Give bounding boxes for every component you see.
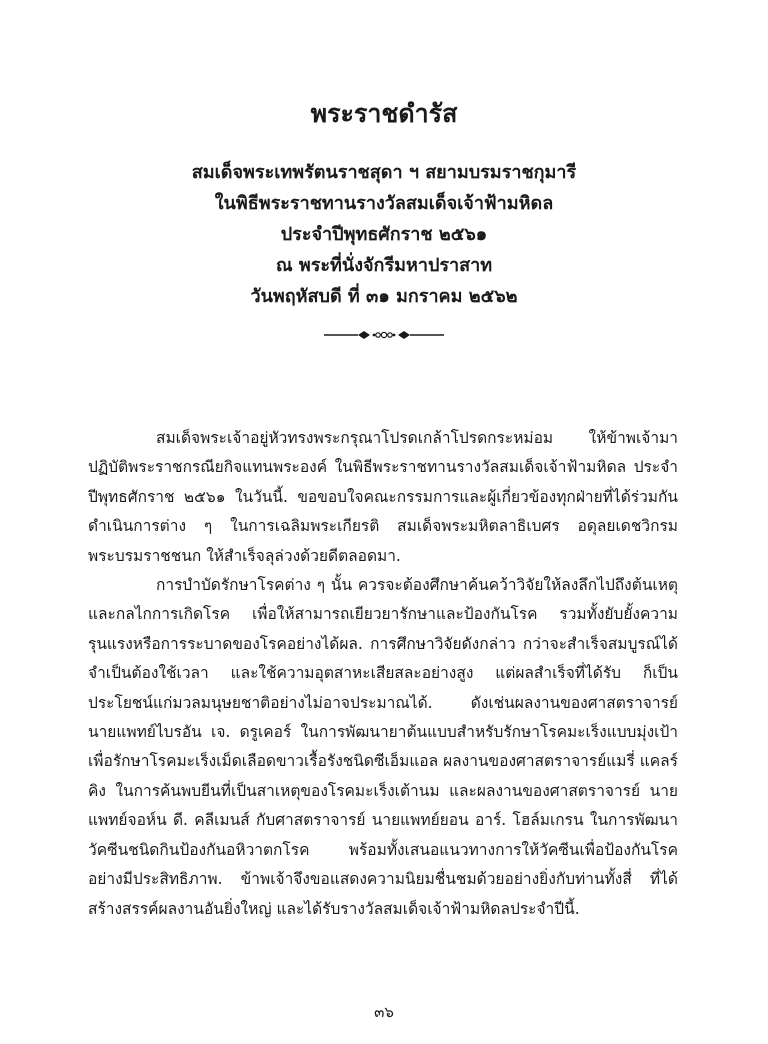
- page-title: พระราชดำรัส: [310, 99, 458, 128]
- paragraph-research: การบำบัดรักษาโรคต่าง ๆ นั้น ควรจะต้องศึกษาค้นคว้าวิจัยให้ลงลึกไปถึงต้นเหตุและกลไกการเกิดโรค เพื่อให้สามารถเยียวยารักษาและป้องกันโรค รวมทั้งยับยั้งความรุนแรงหรือการระบาดของโรคอย่างได้ผล. การศึกษาวิจัยดังกล่าว กว่าจะสำเร็จสมบูรณ์ได้ จำเป็นต้องใช้เวลา และใช้ความอุตสาหะเสียสละอย่างสูง แต่ผลสำเร็จที่ได้รับ ก็เป็นประโยชน์แก่มวลมนุษยชาติอย่างไม่อาจประมาณได้. ดังเช่นผลงานของศาสตราจารย์ นายแพทย์ไบรอัน เจ. ดรูเคอร์ ในการพัฒนายาต้นแบบสำหรับรักษาโรคมะเร็งแบบมุ่งเป้า เพื่อรักษาโรคมะเร็งเม็ดเลือดขาวเรื้อรังชนิดซีเอ็มแอล ผลงานของศาสตราจารย์แมรี่ แคลร์ คิง ในการค้นพบยีนที่เป็นสาเหตุของโรคมะเร็งเต้านม และผลงานของศาสตราจารย์ นายแพทย์จอห์น ดี. คลีเมนส์ กับศาสตราจารย์ นายแพทย์ยอน อาร์. โฮล์มเกรน ในการพัฒนาวัคซีนชนิดกินป้องกันอหิวาตกโรค พร้อมทั้งเสนอแนวทางการให้วัคซีนเพื่อป้องกันโรคอย่างมีประสิทธิภาพ. ข้าพเจ้าจึงขอแสดงความนิยมชื่นชมด้วยอย่างยิ่งกับท่านทั้งสี่ ที่ได้สร้างสรรค์ผลงานอันยิ่งใหญ่ และได้รับรางวัลสมเด็จเจ้าฟ้ามหิดลประจำปีนี้.: [88, 576, 678, 918]
- subtitle-line-venue: ณ พระที่นั่งจักรีมหาปราสาท: [275, 255, 493, 276]
- subtitle-line-year: ประจำปีพุทธศักราช ๒๕๖๑: [280, 224, 488, 245]
- subtitle-block: [0, 157, 768, 312]
- subtitle-line-presenter: สมเด็จพระเทพรัตนราชสุดา ฯ สยามบรมราชกุมารี: [191, 162, 577, 183]
- paragraph-opening: สมเด็จพระเจ้าอยู่หัวทรงพระกรุณาโปรดเกล้าโปรดกระหม่อม ให้ข้าพเจ้ามาปฏิบัติพระราชกรณียกิจแทนพระองค์ ในพิธีพระราชทานรางวัลสมเด็จเจ้าฟ้ามหิดล ประจำปีพุทธศักราช ๒๕๖๑ ในวันนี้. ขอขอบใจคณะกรรมการและผู้เกี่ยวข้องทุกฝ่ายที่ได้ร่วมกันดำเนินการต่าง ๆ ในการเฉลิมพระเกียรติ สมเด็จพระมหิตลาธิเบศร อดุลยเดชวิกรม พระบรมราชชนก ให้สำเร็จลุล่วงด้วยดีตลอดมา.: [88, 429, 678, 565]
- decorative-divider-icon: [0, 326, 768, 344]
- subtitle-line-date: วันพฤหัสบดี ที่ ๓๑ มกราคม ๒๕๖๒: [250, 286, 518, 307]
- subtitle-line-ceremony: ในพิธีพระราชทานรางวัลสมเด็จเจ้าฟ้ามหิดล: [214, 193, 554, 214]
- speech-body: [88, 424, 678, 924]
- page-number: ๓๖: [374, 1003, 394, 1021]
